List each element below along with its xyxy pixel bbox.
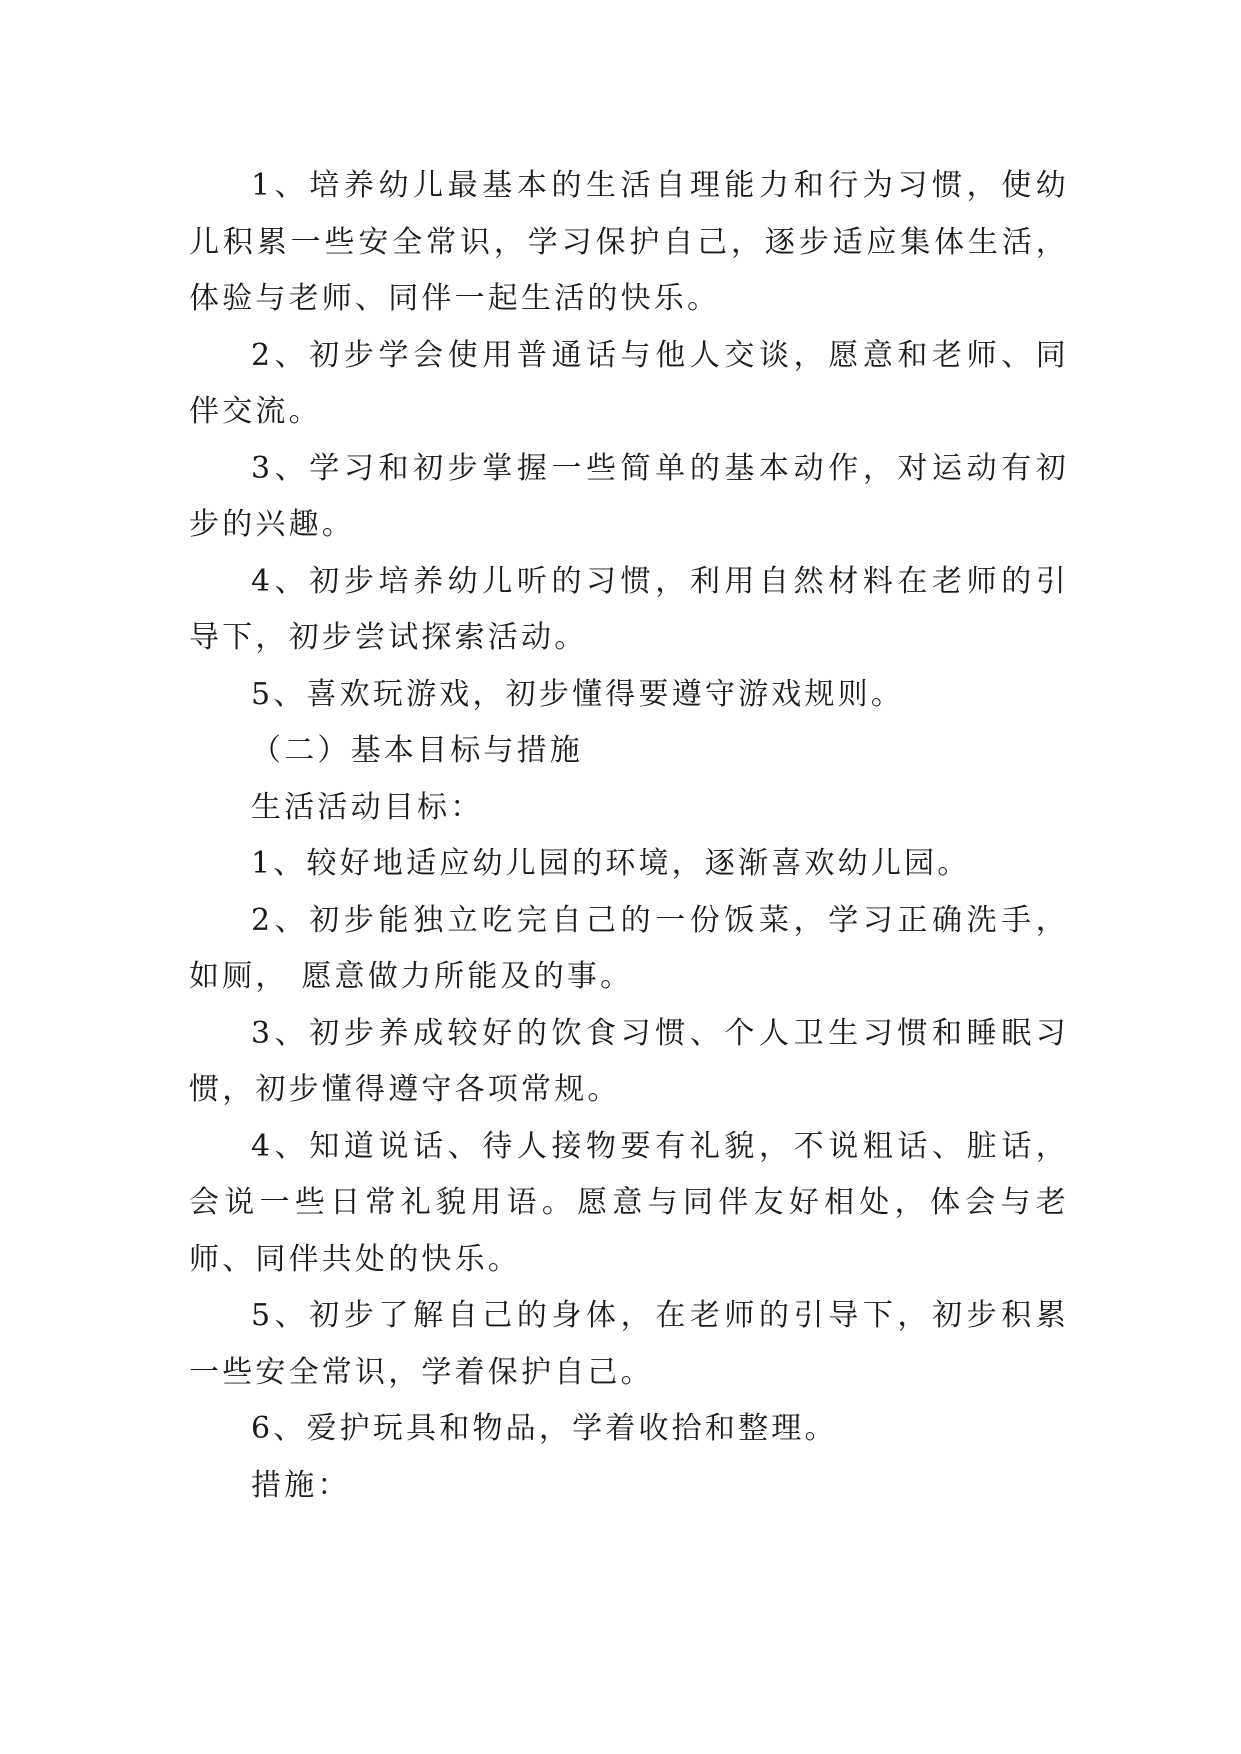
paragraph-life-goal-4: 4、知道说话、待人接物要有礼貌，不说粗话、脏话，会说一些日常礼貌用语。愿意与同伴友好相处，体会与老师、同伴共处的快乐。	[189, 1128, 1069, 1277]
section-heading: （二）基本目标与措施	[251, 733, 583, 768]
subheading-measures: 措施：	[251, 1467, 351, 1503]
paragraph-life-goal-5: 5、初步了解自己的身体，在老师的引导下，初步积累一些安全常识，学着保护自己。	[189, 1298, 1069, 1390]
paragraph-life-goal-6: 6、爱护玩具和物品，学着收拾和整理。	[251, 1411, 838, 1446]
paragraph-goal-4: 4、初步培养幼儿听的习惯，利用自然材料在老师的引导下，初步尝试探索活动。	[189, 563, 1069, 655]
paragraph-goal-5: 5、喜欢玩游戏，初步懂得要遵守游戏规则。	[251, 676, 905, 712]
paragraph-goal-2: 2、初步学会使用普通话与他人交谈，愿意和老师、同伴交流。	[189, 337, 1069, 429]
paragraph-life-goal-1: 1、较好地适应幼儿园的环境，逐渐喜欢幼儿园。	[251, 846, 971, 881]
paragraph-life-goal-3: 3、初步养成较好的饮食习惯、个人卫生习惯和睡眠习惯，初步懂得遵守各项常规。	[189, 1015, 1069, 1107]
paragraph-goal-1: 1、培养幼儿最基本的生活自理能力和行为习惯，使幼儿积累一些安全常识，学习保护自己，逐步适应集体生活，体验与老师、同伴一起生活的快乐。	[189, 168, 1069, 316]
paragraph-goal-3: 3、学习和初步掌握一些简单的基本动作，对运动有初步的兴趣。	[189, 450, 1069, 542]
subheading-life-activity-goals: 生活活动目标：	[251, 789, 484, 825]
paragraph-life-goal-2: 2、初步能独立吃完自己的一份饭菜，学习正确洗手，如厕， 愿意做力所能及的事。	[189, 902, 1069, 994]
document-page	[189, 158, 1069, 1514]
